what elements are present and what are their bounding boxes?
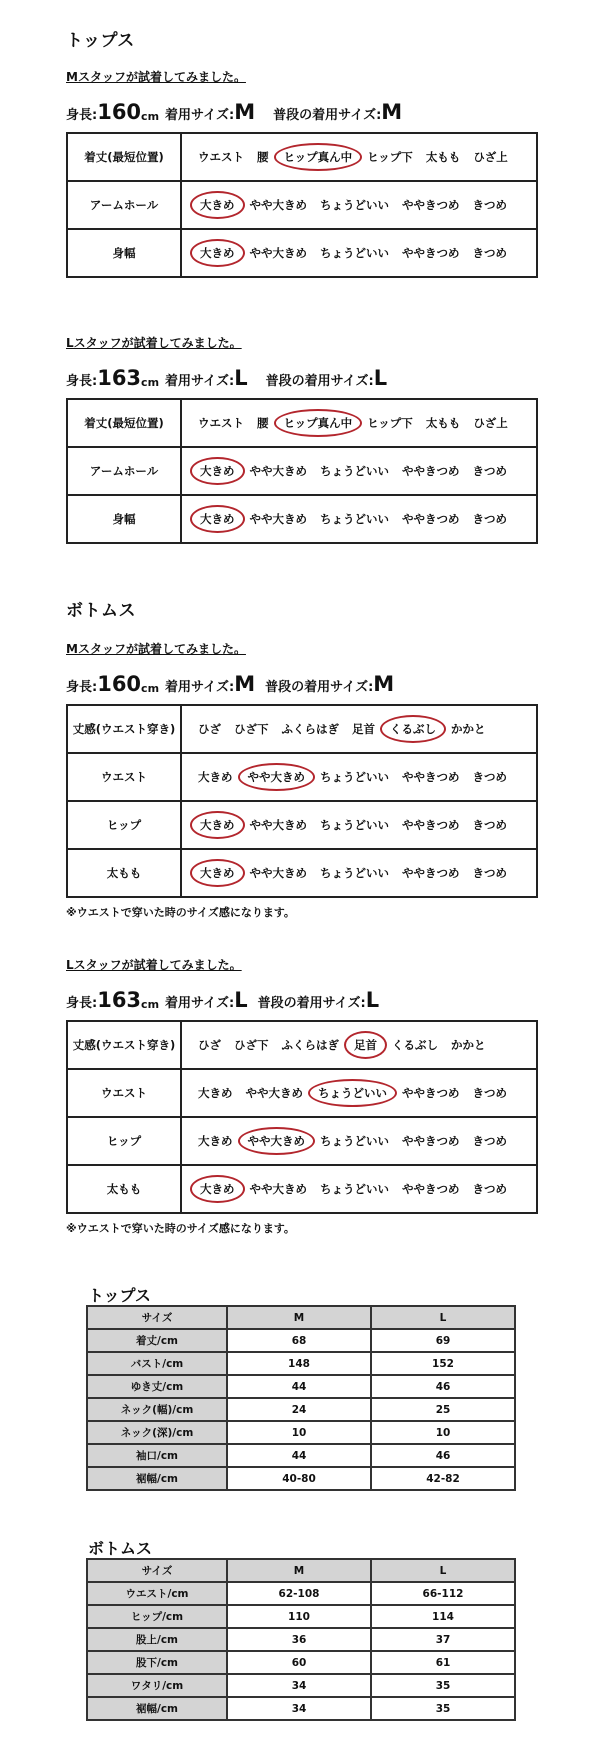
- spec-cell: 36: [227, 1628, 371, 1651]
- spec-cell: 24: [227, 1398, 371, 1421]
- spec-cell: 10: [371, 1421, 515, 1444]
- fit-option: やや大きめ: [249, 464, 307, 478]
- fit-option: くるぶし: [392, 1038, 438, 1052]
- spec-bottoms-table: [86, 1558, 516, 1721]
- fit-row: [67, 753, 537, 801]
- bottoms-l-block: [66, 956, 538, 1236]
- staff-measurements: [66, 671, 538, 695]
- fit-options: [181, 399, 537, 447]
- usual-size-value: M: [373, 672, 395, 696]
- fit-option: ヒップ下: [367, 150, 413, 164]
- size-label: 着用サイズ:: [165, 680, 235, 695]
- fit-option: やや大きめ: [249, 818, 307, 832]
- selected-fit-option: やや大きめ: [238, 763, 316, 791]
- fit-options: [181, 181, 537, 229]
- spec-cell: 148: [227, 1352, 371, 1375]
- fit-option: ちょうどいい: [320, 1182, 389, 1196]
- fit-row-label: 着丈(最短位置): [67, 399, 181, 447]
- fit-option: 腰: [257, 416, 269, 430]
- selected-fit-option: 大きめ: [190, 239, 245, 267]
- fit-row: [67, 705, 537, 753]
- spec-cell: 44: [227, 1375, 371, 1398]
- size-value: M: [234, 672, 256, 696]
- fit-row: [67, 495, 537, 543]
- spec-header-row: [87, 1559, 515, 1582]
- tops-section-title: トップス: [66, 31, 135, 51]
- selected-fit-option: 大きめ: [190, 859, 245, 887]
- fit-row-label: ヒップ: [67, 1117, 181, 1165]
- selected-fit-option: ヒップ真ん中: [274, 143, 363, 171]
- height-label: 身長:: [66, 108, 98, 123]
- fit-option: ひざ上: [473, 150, 508, 164]
- height-unit: cm: [141, 998, 160, 1011]
- spec-row: [87, 1329, 515, 1352]
- fit-option: やや大きめ: [249, 866, 307, 880]
- fit-option: きつめ: [472, 464, 507, 478]
- fit-option: ひざ: [198, 1038, 221, 1052]
- usual-size-label: 普段の着用サイズ:: [257, 996, 366, 1011]
- fit-row-label: ヒップ: [67, 801, 181, 849]
- fit-row-label: ウエスト: [67, 753, 181, 801]
- usual-size-label: 普段の着用サイズ:: [273, 108, 382, 123]
- fit-options: [181, 849, 537, 897]
- fit-option: ウエスト: [198, 150, 244, 164]
- fit-option: ややきつめ: [402, 1134, 460, 1148]
- usual-size-label: 普段の着用サイズ:: [265, 374, 374, 389]
- fit-option: ヒップ下: [367, 416, 413, 430]
- fit-options: [181, 753, 537, 801]
- spec-row: [87, 1605, 515, 1628]
- staff-caption: Mスタッフが試着してみました。: [66, 70, 246, 84]
- fit-option: ややきつめ: [402, 464, 460, 478]
- spec-row-label: バスト/cm: [87, 1352, 227, 1375]
- fit-options: [181, 1117, 537, 1165]
- selected-fit-option: くるぶし: [380, 715, 446, 743]
- spec-row-label: ウエスト/cm: [87, 1582, 227, 1605]
- spec-row: [87, 1651, 515, 1674]
- fit-option: きつめ: [472, 866, 507, 880]
- selected-fit-option: 大きめ: [190, 1175, 245, 1203]
- fit-option: ややきつめ: [402, 198, 460, 212]
- tops-m-block: [66, 68, 538, 278]
- spec-row: [87, 1421, 515, 1444]
- spec-cell: 34: [227, 1674, 371, 1697]
- fit-table: [66, 398, 538, 544]
- fit-options: [181, 1069, 537, 1117]
- fit-option: 大きめ: [198, 1086, 233, 1100]
- fit-options: [181, 1165, 537, 1213]
- spec-row: [87, 1697, 515, 1720]
- selected-fit-option: ちょうどいい: [308, 1079, 397, 1107]
- fit-option: かかと: [451, 1038, 486, 1052]
- fit-row-label: アームホール: [67, 447, 181, 495]
- spec-row-label: ワタリ/cm: [87, 1674, 227, 1697]
- spec-cell: 69: [371, 1329, 515, 1352]
- spec-row-label: 袖口/cm: [87, 1444, 227, 1467]
- usual-size-label: 普段の着用サイズ:: [265, 680, 374, 695]
- fit-row-label: 丈感(ウエスト穿き): [67, 705, 181, 753]
- fit-option: きつめ: [472, 818, 507, 832]
- fit-row-label: 丈感(ウエスト穿き): [67, 1021, 181, 1069]
- fit-option: ややきつめ: [402, 1086, 460, 1100]
- spec-header-cell: サイズ: [87, 1306, 227, 1329]
- fit-option: ややきつめ: [402, 1182, 460, 1196]
- height-value: 163: [97, 988, 142, 1012]
- size-value: L: [234, 366, 248, 390]
- spec-row-label: 股下/cm: [87, 1651, 227, 1674]
- fit-option: きつめ: [472, 198, 507, 212]
- fit-row-label: 身幅: [67, 229, 181, 277]
- fit-option: やや大きめ: [245, 1086, 303, 1100]
- fit-option: ややきつめ: [402, 246, 460, 260]
- fit-option: ウエスト: [198, 416, 244, 430]
- spec-cell: 152: [371, 1352, 515, 1375]
- spec-header-cell: M: [227, 1306, 371, 1329]
- fit-option: 足首: [352, 722, 375, 736]
- fit-option: やや大きめ: [249, 1182, 307, 1196]
- fit-option: ひざ下: [234, 1038, 269, 1052]
- fit-option: ちょうどいい: [320, 512, 389, 526]
- spec-row-label: 裾幅/cm: [87, 1697, 227, 1720]
- fit-row-label: ウエスト: [67, 1069, 181, 1117]
- spec-cell: 10: [227, 1421, 371, 1444]
- size-label: 着用サイズ:: [165, 108, 235, 123]
- spec-cell: 110: [227, 1605, 371, 1628]
- fit-row: [67, 181, 537, 229]
- fit-note: ※ウエストで穿いた時のサイズ感になります。: [66, 906, 295, 919]
- spec-tops-table: [86, 1305, 516, 1491]
- selected-fit-option: やや大きめ: [238, 1127, 316, 1155]
- usual-size-value: M: [381, 100, 403, 124]
- tops-l-block: [66, 334, 538, 544]
- fit-option: ちょうどいい: [320, 866, 389, 880]
- bottoms-section-title: ボトムス: [66, 601, 136, 621]
- height-label: 身長:: [66, 996, 98, 1011]
- fit-row: [67, 1165, 537, 1213]
- spec-header-row: [87, 1306, 515, 1329]
- spec-cell: 46: [371, 1375, 515, 1398]
- height-value: 160: [97, 100, 142, 124]
- fit-option: かかと: [451, 722, 486, 736]
- fit-row: [67, 1117, 537, 1165]
- spec-header-cell: L: [371, 1306, 515, 1329]
- size-label: 着用サイズ:: [165, 374, 235, 389]
- spec-cell: 114: [371, 1605, 515, 1628]
- fit-option: きつめ: [472, 1134, 507, 1148]
- fit-option: 太もも: [425, 416, 461, 430]
- staff-caption: Lスタッフが試着してみました。: [66, 958, 242, 972]
- staff-caption: Mスタッフが試着してみました。: [66, 642, 246, 656]
- fit-row-label: 太もも: [67, 1165, 181, 1213]
- fit-row: [67, 133, 537, 181]
- size-value: L: [234, 988, 248, 1012]
- fit-row: [67, 1069, 537, 1117]
- fit-row: [67, 447, 537, 495]
- fit-option: きつめ: [472, 512, 507, 526]
- fit-option: ややきつめ: [402, 818, 460, 832]
- fit-option: ややきつめ: [402, 866, 460, 880]
- fit-options: [181, 801, 537, 849]
- selected-fit-option: 大きめ: [190, 811, 245, 839]
- staff-measurements: [66, 987, 538, 1011]
- fit-option: きつめ: [472, 1086, 507, 1100]
- spec-row-label: ゆき丈/cm: [87, 1375, 227, 1398]
- fit-row-label: 太もも: [67, 849, 181, 897]
- fit-options: [181, 495, 537, 543]
- spec-header-cell: サイズ: [87, 1559, 227, 1582]
- height-value: 160: [97, 672, 142, 696]
- fit-option: 腰: [257, 150, 269, 164]
- fit-option: 大きめ: [198, 1134, 233, 1148]
- spec-cell: 40-80: [227, 1467, 371, 1490]
- selected-fit-option: ヒップ真ん中: [274, 409, 363, 437]
- height-label: 身長:: [66, 374, 98, 389]
- spec-row: [87, 1582, 515, 1605]
- spec-cell: 46: [371, 1444, 515, 1467]
- spec-row: [87, 1398, 515, 1421]
- size-label: 着用サイズ:: [165, 996, 235, 1011]
- spec-cell: 44: [227, 1444, 371, 1467]
- spec-cell: 25: [371, 1398, 515, 1421]
- spec-row-label: 股上/cm: [87, 1628, 227, 1651]
- spec-header-cell: M: [227, 1559, 371, 1582]
- spec-cell: 37: [371, 1628, 515, 1651]
- spec-row-label: 着丈/cm: [87, 1329, 227, 1352]
- fit-option: ややきつめ: [402, 770, 460, 784]
- spec-cell: 34: [227, 1697, 371, 1720]
- usual-size-value: L: [373, 366, 388, 390]
- spec-cell: 60: [227, 1651, 371, 1674]
- fit-option: きつめ: [472, 246, 507, 260]
- spec-cell: 61: [371, 1651, 515, 1674]
- fit-row-label: 着丈(最短位置): [67, 133, 181, 181]
- fit-row-label: アームホール: [67, 181, 181, 229]
- height-unit: cm: [141, 110, 160, 123]
- fit-options: [181, 133, 537, 181]
- fit-row-label: 身幅: [67, 495, 181, 543]
- spec-row-label: ネック(深)/cm: [87, 1421, 227, 1444]
- fit-row: [67, 399, 537, 447]
- height-unit: cm: [141, 682, 160, 695]
- selected-fit-option: 大きめ: [190, 191, 245, 219]
- spec-row-label: ネック(幅)/cm: [87, 1398, 227, 1421]
- fit-option: やや大きめ: [249, 246, 307, 260]
- selected-fit-option: 足首: [344, 1031, 387, 1059]
- spec-cell: 62-108: [227, 1582, 371, 1605]
- spec-header-cell: L: [371, 1559, 515, 1582]
- fit-option: やや大きめ: [249, 512, 307, 526]
- spec-cell: 68: [227, 1329, 371, 1352]
- fit-option: ちょうどいい: [320, 818, 389, 832]
- bottoms-m-block: [66, 640, 538, 920]
- fit-options: [181, 447, 537, 495]
- spec-row: [87, 1352, 515, 1375]
- staff-measurements: [66, 99, 538, 123]
- spec-cell: 35: [371, 1674, 515, 1697]
- height-label: 身長:: [66, 680, 98, 695]
- staff-measurements: [66, 365, 538, 389]
- spec-row: [87, 1444, 515, 1467]
- fit-options: [181, 229, 537, 277]
- height-value: 163: [97, 366, 142, 390]
- spec-row-label: 裾幅/cm: [87, 1467, 227, 1490]
- height-unit: cm: [141, 376, 160, 389]
- fit-option: ひざ下: [234, 722, 269, 736]
- usual-size-value: L: [365, 988, 380, 1012]
- size-value: M: [234, 100, 256, 124]
- fit-option: 太もも: [425, 150, 461, 164]
- fit-table: [66, 704, 538, 898]
- staff-caption: Lスタッフが試着してみました。: [66, 336, 242, 350]
- fit-option: ちょうどいい: [320, 198, 389, 212]
- fit-options: [181, 705, 537, 753]
- fit-option: ふくらはぎ: [281, 722, 339, 736]
- spec-row: [87, 1467, 515, 1490]
- fit-row: [67, 801, 537, 849]
- fit-note: ※ウエストで穿いた時のサイズ感になります。: [66, 1222, 295, 1235]
- spec-cell: 35: [371, 1697, 515, 1720]
- selected-fit-option: 大きめ: [190, 457, 245, 485]
- fit-options: [181, 1021, 537, 1069]
- fit-option: きつめ: [472, 1182, 507, 1196]
- fit-option: ちょうどいい: [320, 1134, 389, 1148]
- spec-cell: 42-82: [371, 1467, 515, 1490]
- spec-row: [87, 1674, 515, 1697]
- fit-option: きつめ: [472, 770, 507, 784]
- fit-option: ふくらはぎ: [281, 1038, 339, 1052]
- spec-bottoms-title: ボトムス: [88, 1539, 153, 1558]
- fit-option: ちょうどいい: [320, 464, 389, 478]
- fit-table: [66, 132, 538, 278]
- spec-tops-title: トップス: [88, 1286, 151, 1305]
- fit-option: ちょうどいい: [320, 246, 389, 260]
- fit-option: 大きめ: [198, 770, 233, 784]
- fit-option: ひざ: [198, 722, 221, 736]
- fit-row: [67, 1021, 537, 1069]
- fit-row: [67, 229, 537, 277]
- spec-row: [87, 1375, 515, 1398]
- spec-row-label: ヒップ/cm: [87, 1605, 227, 1628]
- spec-cell: 66-112: [371, 1582, 515, 1605]
- fit-row: [67, 849, 537, 897]
- fit-option: やや大きめ: [249, 198, 307, 212]
- spec-row: [87, 1628, 515, 1651]
- fit-option: ちょうどいい: [320, 770, 389, 784]
- fit-table: [66, 1020, 538, 1214]
- fit-option: ひざ上: [473, 416, 508, 430]
- selected-fit-option: 大きめ: [190, 505, 245, 533]
- fit-option: ややきつめ: [402, 512, 460, 526]
